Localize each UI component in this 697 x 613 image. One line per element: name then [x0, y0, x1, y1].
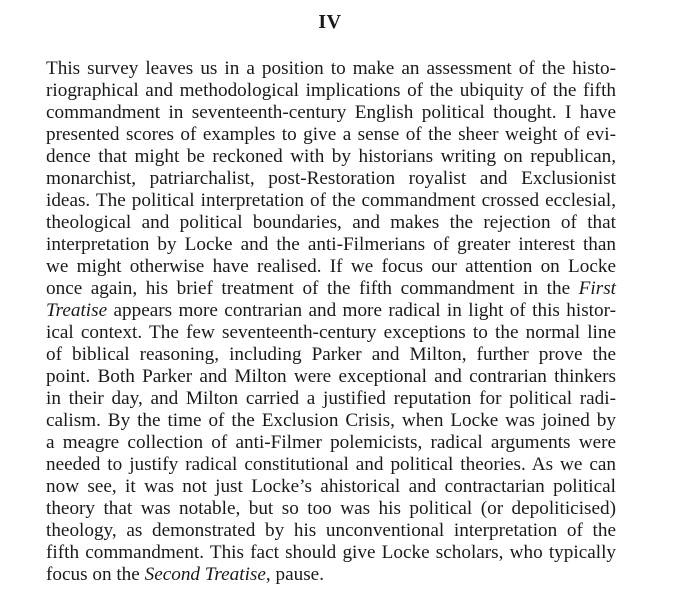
line-text: appears more contrarian and more radical in light of this histor-: [107, 300, 616, 321]
paragraph-line: [46, 366, 616, 388]
italic-title: First: [578, 278, 616, 299]
paragraph-line: [46, 432, 616, 454]
paragraph-line: [46, 212, 616, 234]
paragraph-line: [46, 278, 616, 300]
line-text: now see, it was not just Locke’s ahistorical and contractarian political: [46, 476, 616, 497]
section-heading: IV: [318, 11, 342, 33]
line-text: riographical and methodological implications of the ubiquity of the fifth: [46, 80, 616, 101]
line-text: presented scores of examples to give a sense of the sheer weight of evi-: [46, 124, 616, 145]
line-text: interpretation by Locke and the anti-Filmerians of greater interest than: [46, 234, 616, 255]
paragraph-line: [46, 542, 616, 564]
line-text: theology, as demonstrated by his unconventional interpretation of the: [46, 520, 616, 541]
italic-title: Second Treatise: [144, 564, 266, 585]
line-text: focus on the: [46, 564, 145, 585]
italic-title: Treatise: [46, 300, 108, 321]
paragraph-line: [46, 190, 616, 212]
line-text: theological and political boundaries, and makes the rejection of that: [46, 212, 616, 233]
paragraph-line: [46, 344, 616, 366]
line-text: monarchist, patriarchalist, post-Restoration royalist and Exclusionist: [46, 168, 616, 189]
paragraph-line: [46, 498, 616, 520]
line-text: dence that might be reckoned with by historians writing on republican,: [46, 146, 616, 167]
line-text: in their day, and Milton carried a justified reputation for political radi-: [46, 388, 616, 409]
paragraph-line: [46, 80, 616, 102]
paragraph-line: [46, 454, 616, 476]
paragraph-line: [46, 388, 616, 410]
line-text: a meagre collection of anti-Filmer polemicists, radical arguments were: [46, 432, 616, 453]
line-text: calism. By the time of the Exclusion Crisis, when Locke was joined by: [46, 410, 616, 431]
paragraph-line: [46, 168, 616, 190]
paragraph-line: [46, 234, 616, 256]
line-text: , pause.: [265, 564, 324, 585]
line-text: of biblical reasoning, including Parker and Milton, further prove the: [46, 344, 616, 365]
paragraph-line: [46, 124, 616, 146]
paragraph-line: [46, 58, 616, 80]
paragraph-line: [46, 410, 616, 432]
line-text: commandment in seventeenth-century English political thought. I have: [46, 102, 616, 123]
paragraph-line: [46, 300, 616, 322]
paragraph-line: [46, 256, 616, 278]
paragraph-line: [46, 564, 616, 586]
paragraph-line: [46, 476, 616, 498]
paragraph-line: [46, 146, 616, 168]
line-text: we might otherwise have realised. If we focus our attention on Locke: [46, 256, 616, 277]
line-text: fifth commandment. This fact should give Locke scholars, who typically: [46, 542, 616, 563]
line-text: ical context. The few seventeenth-century exceptions to the normal line: [46, 322, 616, 343]
line-text: needed to justify radical constitutional and political theories. As we can: [46, 454, 616, 475]
paragraph-line: [46, 102, 616, 124]
line-text: This survey leaves us in a position to make an assessment of the histo-: [46, 58, 616, 79]
line-text: ideas. The political interpretation of the commandment crossed ecclesial,: [46, 190, 616, 211]
body-paragraph: [46, 58, 616, 586]
paragraph-line: [46, 520, 616, 542]
line-text: theory that was notable, but so too was his political (or depoliticised): [46, 498, 616, 519]
line-text: once again, his brief treatment of the fifth commandment in the: [46, 278, 579, 299]
line-text: point. Both Parker and Milton were exceptional and contrarian thinkers: [46, 366, 616, 387]
paragraph-line: [46, 322, 616, 344]
